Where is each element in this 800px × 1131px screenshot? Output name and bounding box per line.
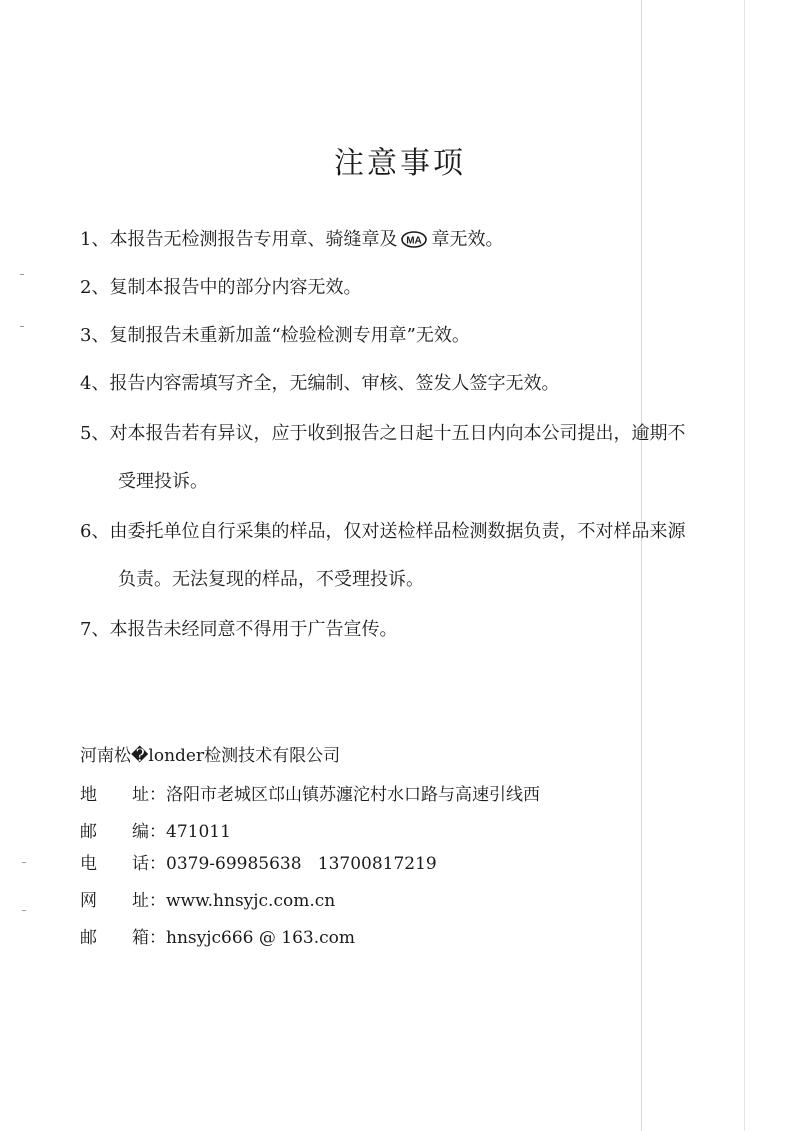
contact-phone bbox=[80, 852, 437, 876]
contact-label: 邮 bbox=[80, 928, 97, 948]
contact-label: 箱： bbox=[132, 928, 166, 948]
scan-speck bbox=[22, 862, 26, 863]
notice-item-5-continuation: 受理投诉。 bbox=[118, 471, 208, 492]
notice-item-6: 6、由委托单位自行采集的样品，仅对送检样品检测数据负责，不对样品来源 bbox=[80, 521, 686, 542]
contact-value: hnsyjc666 @ 163.com bbox=[166, 928, 356, 948]
contact-value: 洛阳市老城区邙山镇苏瀍沱村水口路与高速引线西 bbox=[166, 785, 540, 805]
contact-label: 电 bbox=[80, 854, 97, 874]
notice-item-2: 2、复制本报告中的部分内容无效。 bbox=[80, 277, 362, 298]
notice-item-3: 3、复制报告未重新加盖“检验检测专用章”无效。 bbox=[80, 325, 470, 346]
contact-postcode bbox=[80, 820, 231, 844]
contact-value: 471011 bbox=[166, 822, 231, 842]
contact-label: 话： bbox=[132, 854, 166, 874]
contact-label: 地 bbox=[80, 785, 97, 805]
notice-item-7: 7、本报告未经同意不得用于广告宣传。 bbox=[80, 619, 398, 640]
contact-value: 0379-69985638 13700817219 bbox=[166, 854, 437, 874]
notice-item-6-continuation: 负责。无法复现的样品，不受理投诉。 bbox=[118, 569, 424, 590]
contact-address bbox=[80, 783, 540, 807]
notice-text: 1、本报告无检测报告专用章、骑缝章及 bbox=[80, 229, 398, 250]
scan-speck bbox=[22, 910, 26, 911]
contact-label: 网 bbox=[80, 891, 97, 911]
scan-speck bbox=[20, 326, 24, 327]
notice-item-4: 4、报告内容需填写齐全，无编制、审核、签发人签字无效。 bbox=[80, 373, 560, 394]
contact-website bbox=[80, 889, 335, 913]
contact-label: 邮 bbox=[80, 822, 97, 842]
contact-label: 编： bbox=[132, 822, 166, 842]
contact-label: 址： bbox=[132, 785, 166, 805]
contact-value: www.hnsyjc.com.cn bbox=[166, 891, 336, 911]
contact-email bbox=[80, 926, 355, 950]
company-name: 河南松�londer检测技术有限公司 bbox=[80, 746, 341, 766]
page-title: 注意事项 bbox=[334, 146, 466, 181]
contact-label: 址： bbox=[132, 891, 166, 911]
notice-item-5: 5、对本报告若有异议，应于收到报告之日起十五日内向本公司提出，逾期不 bbox=[80, 423, 686, 444]
cma-mark-icon bbox=[401, 231, 427, 255]
notice-text: 章无效。 bbox=[431, 229, 504, 250]
notice-item-1 bbox=[80, 228, 503, 255]
scan-speck bbox=[20, 274, 24, 275]
svg-text:MA: MA bbox=[406, 235, 423, 247]
